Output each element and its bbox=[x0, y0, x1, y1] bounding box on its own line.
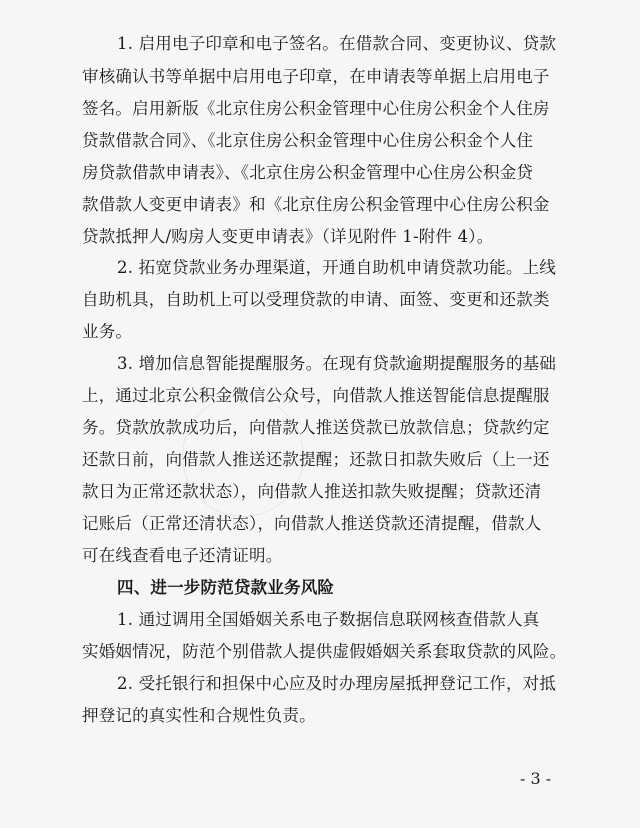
text-line: 贷款抵押人/购房人变更申请表》（详见附件 1-附件 4）。 bbox=[82, 227, 494, 246]
text-line: 1. 通过调用全国婚姻关系电子数据信息联网核查借款人真 bbox=[117, 610, 540, 629]
text-line: 签名。启用新版《北京住房公积金管理中心住房公积金个人住房 bbox=[82, 99, 550, 118]
text-line: 1. 启用电子印章和电子签名。在借款合同、变更协议、贷款 bbox=[117, 34, 557, 53]
text-line: 上，通过北京公积金微信公众号，向借款人推送智能信息提醒服 bbox=[82, 386, 550, 405]
page-number: - 3 - bbox=[520, 769, 552, 788]
text-line: 3. 增加信息智能提醒服务。在现有贷款逾期提醒服务的基础 bbox=[117, 354, 557, 373]
text-line: 款日为正常还款状态），向借款人推送扣款失败提醒；贷款还清 bbox=[82, 482, 542, 501]
text-line: 业务。 bbox=[82, 322, 133, 341]
text-line: 房贷款借款申请表》、《北京住房公积金管理中心住房公积金贷 bbox=[82, 163, 534, 182]
text-line: 审核确认书等单据中启用电子印章，在申请表等单据上启用电子 bbox=[82, 67, 550, 86]
text-line: 押登记的真实性和合规性负责。 bbox=[82, 706, 316, 725]
text-line: 款借款人变更申请表》和《北京住房公积金管理中心住房公积金 bbox=[82, 195, 550, 214]
text-line: 可在线查看电子还清证明。 bbox=[82, 546, 283, 565]
text-line: 2. 受托银行和担保中心应及时办理房屋抵押登记工作，对抵 bbox=[117, 674, 557, 693]
text-line: 实婚姻情况，防范个别借款人提供虚假婚姻关系套取贷款的风险。 bbox=[82, 642, 567, 661]
text-line: 2. 拓宽贷款业务办理渠道，开通自助机申请贷款功能。上线 bbox=[117, 258, 557, 277]
section-heading: 四、进一步防范贷款业务风险 bbox=[117, 578, 335, 597]
text-line: 贷款借款合同》、《北京住房公积金管理中心住房公积金个人住 bbox=[82, 131, 534, 150]
text-line: 自助机具，自助机上可以受理贷款的申请、面签、变更和还款类 bbox=[82, 290, 550, 309]
text-line: 还款日前，向借款人推送还款提醒；还款日扣款失败后（上一还 bbox=[82, 450, 550, 469]
text-line: 务。贷款放款成功后，向借款人推送贷款已放款信息；贷款约定 bbox=[82, 418, 550, 437]
text-line: 记账后（正常还清状态），向借款人推送贷款还清提醒，借款人 bbox=[82, 514, 542, 533]
